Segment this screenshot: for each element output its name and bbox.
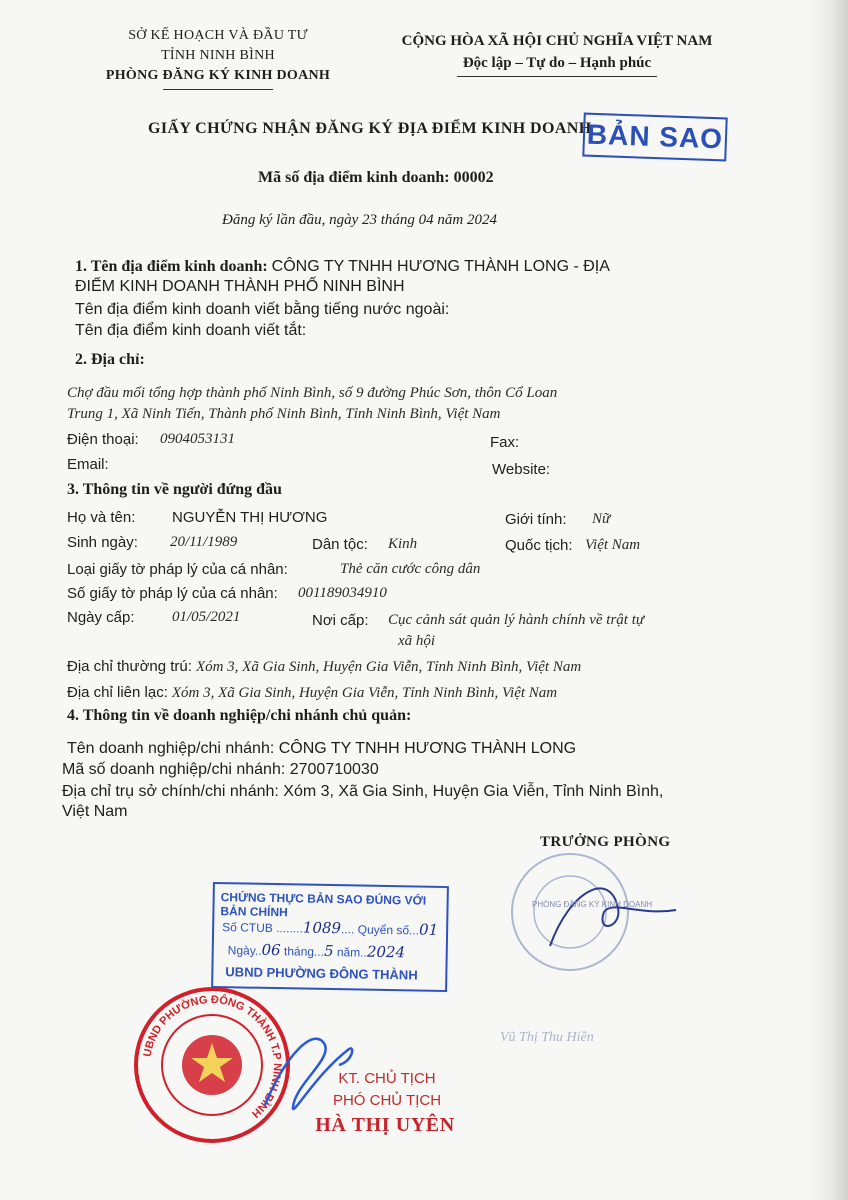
cert-day-label: Ngày — [227, 943, 255, 958]
cert-year-label: năm — [336, 945, 361, 960]
code-value: 00002 — [453, 169, 494, 186]
national-header — [372, 30, 742, 77]
contact-value: Xóm 3, Xã Gia Sinh, Huyện Gia Viễn, Tỉnh Ninh Bình, Việt Nam — [171, 685, 558, 701]
signer-role-2: PHÓ CHỦ TỊCH — [332, 1092, 442, 1109]
short-name-label: Tên địa điểm kinh doanh viết tắt: — [75, 322, 307, 339]
document-title: GIẤY CHỨNG NHẬN ĐĂNG KÝ ĐỊA ĐIỂM KINH DOANH — [148, 120, 592, 137]
signer-roles — [312, 1068, 462, 1112]
issuing-department — [68, 26, 368, 90]
gender-label: Giới tính: — [505, 511, 567, 528]
name-label: Họ và tên: — [67, 509, 136, 526]
issue-date-value: 01/05/2021 — [172, 609, 241, 625]
nation-line-1: CỘNG HÒA XÃ HỘI CHỦ NGHĨA VIỆT NAM — [401, 33, 713, 49]
company-address-line1: Địa chỉ trụ sở chính/chi nhánh: Xóm 3, Xã Gia Sinh, Huyện Gia Viễn, Tỉnh Ninh Bình, — [62, 783, 664, 800]
docno-label: Số giấy tờ pháp lý của cá nhân: — [67, 585, 278, 602]
location-name-part1: CÔNG TY TNHH HƯƠNG THÀNH LONG - ĐỊA — [271, 258, 610, 275]
contact-label: Địa chỉ liên lạc: — [67, 684, 168, 701]
address-line-2: Trung 1, Xã Ninh Tiến, Thành phố Ninh Bình, Tỉnh Ninh Bình, Việt Nam — [67, 406, 501, 422]
foreign-name-label: Tên địa điểm kinh doanh viết bằng tiếng nước ngoài: — [75, 301, 450, 318]
section1-heading: 1. Tên địa điểm kinh doanh: — [75, 258, 268, 275]
dept-underline — [163, 89, 273, 90]
contact-address — [67, 684, 557, 702]
section3-heading: 3. Thông tin về người đứng đầu — [67, 481, 282, 498]
cert-date-line: Ngày..06 tháng...5 năm..2024 — [227, 940, 406, 962]
section4-heading: 4. Thông tin về doanh nghiệp/chi nhánh chủ quản: — [67, 707, 412, 724]
nationality-value: Việt Nam — [585, 537, 641, 553]
phone-label: Điện thoại: — [67, 431, 139, 448]
copy-stamp: BẢN SAO — [582, 113, 727, 162]
motto-underline — [457, 76, 657, 77]
cert-month: 5 — [323, 941, 334, 961]
website-label: Website: — [492, 461, 551, 478]
cert-title: CHỨNG THỰC BẢN SAO ĐÚNG VỚI BẢN CHÍNH — [220, 890, 427, 920]
name-value: NGUYỄN THỊ HƯƠNG — [172, 509, 328, 526]
location-name-part2: ĐIỂM KINH DOANH THÀNH PHỐ NINH BÌNH — [75, 278, 405, 295]
cert-book-no: 1089 — [302, 918, 342, 938]
nationality-label: Quốc tịch: — [505, 537, 573, 554]
dept-line-1: SỞ KẾ HOẠCH VÀ ĐẦU TƯ — [128, 28, 308, 43]
perm-value: Xóm 3, Xã Gia Sinh, Huyện Gia Viễn, Tỉnh Ninh Bình, Việt Nam — [195, 659, 582, 675]
ethnic-value: Kinh — [388, 536, 418, 552]
cert-authority: UBND PHƯỜNG ĐÔNG THÀNH — [225, 964, 418, 983]
email-label: Email: — [67, 456, 109, 473]
perm-label: Địa chỉ thường trú: — [67, 658, 192, 675]
nation-motto: Độc lập – Tự do – Hạnh phúc — [462, 55, 652, 71]
fax-label: Fax: — [490, 434, 520, 451]
registration-date: Đăng ký lần đầu, ngày 23 tháng 04 năm 2024 — [222, 212, 497, 228]
cert-book-label: Số CTUB — [222, 920, 273, 935]
business-location-code — [258, 169, 494, 187]
issue-place-label: Nơi cấp: — [312, 612, 369, 629]
issue-place-line1: Cục cảnh sát quản lý hành chính về trật tự — [388, 612, 645, 628]
office-seal-text: PHÒNG ĐĂNG KÝ KINH DOANH — [532, 900, 653, 909]
address-line-1: Chợ đầu mối tổng hợp thành phố Ninh Bình, số 9 đường Phúc Sơn, thôn Cổ Loan — [67, 385, 558, 401]
page-edge-shadow — [808, 0, 848, 1200]
company-code-line: Mã số doanh nghiệp/chi nhánh: 2700710030 — [62, 761, 379, 778]
cert-volume-label: Quyển số — [357, 922, 410, 938]
docno-value: 001189034910 — [298, 585, 387, 601]
company-name-line: Tên doanh nghiệp/chi nhánh: CÔNG TY TNHH HƯƠNG THÀNH LONG — [67, 740, 577, 757]
signer-role-1: KT. CHỦ TỊCH — [338, 1070, 436, 1087]
issue-place-line2: xã hội — [398, 633, 436, 649]
dob-label: Sinh ngày: — [67, 534, 138, 551]
signer-name: HÀ THỊ UYÊN — [315, 1114, 455, 1136]
gender-value: Nữ — [592, 511, 611, 527]
section2-heading: 2. Địa chỉ: — [75, 351, 145, 368]
office-seal-and-signature — [500, 850, 690, 980]
phone-value: 0904053131 — [160, 431, 235, 447]
red-seal-text: UBND PHƯỜNG ĐÔNG THÀNH T.P NINH BÌNH — [141, 993, 284, 1120]
cert-month-label: tháng — [283, 944, 315, 959]
doctype-value: Thẻ căn cước công dân — [340, 561, 481, 577]
company-address-line2: Việt Nam — [62, 803, 128, 820]
dept-line-3: PHÒNG ĐĂNG KÝ KINH DOANH — [105, 68, 331, 83]
doctype-label: Loại giấy tờ pháp lý của cá nhân: — [67, 561, 288, 578]
ethnic-label: Dân tộc: — [312, 536, 368, 553]
cert-day: 06 — [261, 940, 281, 960]
head-of-office-title: TRƯỞNG PHÒNG — [540, 834, 671, 850]
issue-date-label: Ngày cấp: — [67, 609, 135, 626]
cert-year: 2024 — [366, 942, 406, 962]
code-label: Mã số địa điểm kinh doanh: — [258, 169, 450, 186]
faint-signer-name: Vũ Thị Thu Hiền — [500, 1030, 594, 1045]
dob-value: 20/11/1989 — [170, 534, 238, 550]
certification-stamp — [211, 882, 449, 992]
cert-book-line: Số CTUB ........1089.... Quyển số...01 — [222, 918, 439, 939]
permanent-address — [67, 658, 581, 676]
cert-volume-no: 01 — [418, 920, 439, 939]
dept-line-2: TỈNH NINH BÌNH — [161, 48, 275, 63]
section1-line1 — [75, 258, 610, 276]
